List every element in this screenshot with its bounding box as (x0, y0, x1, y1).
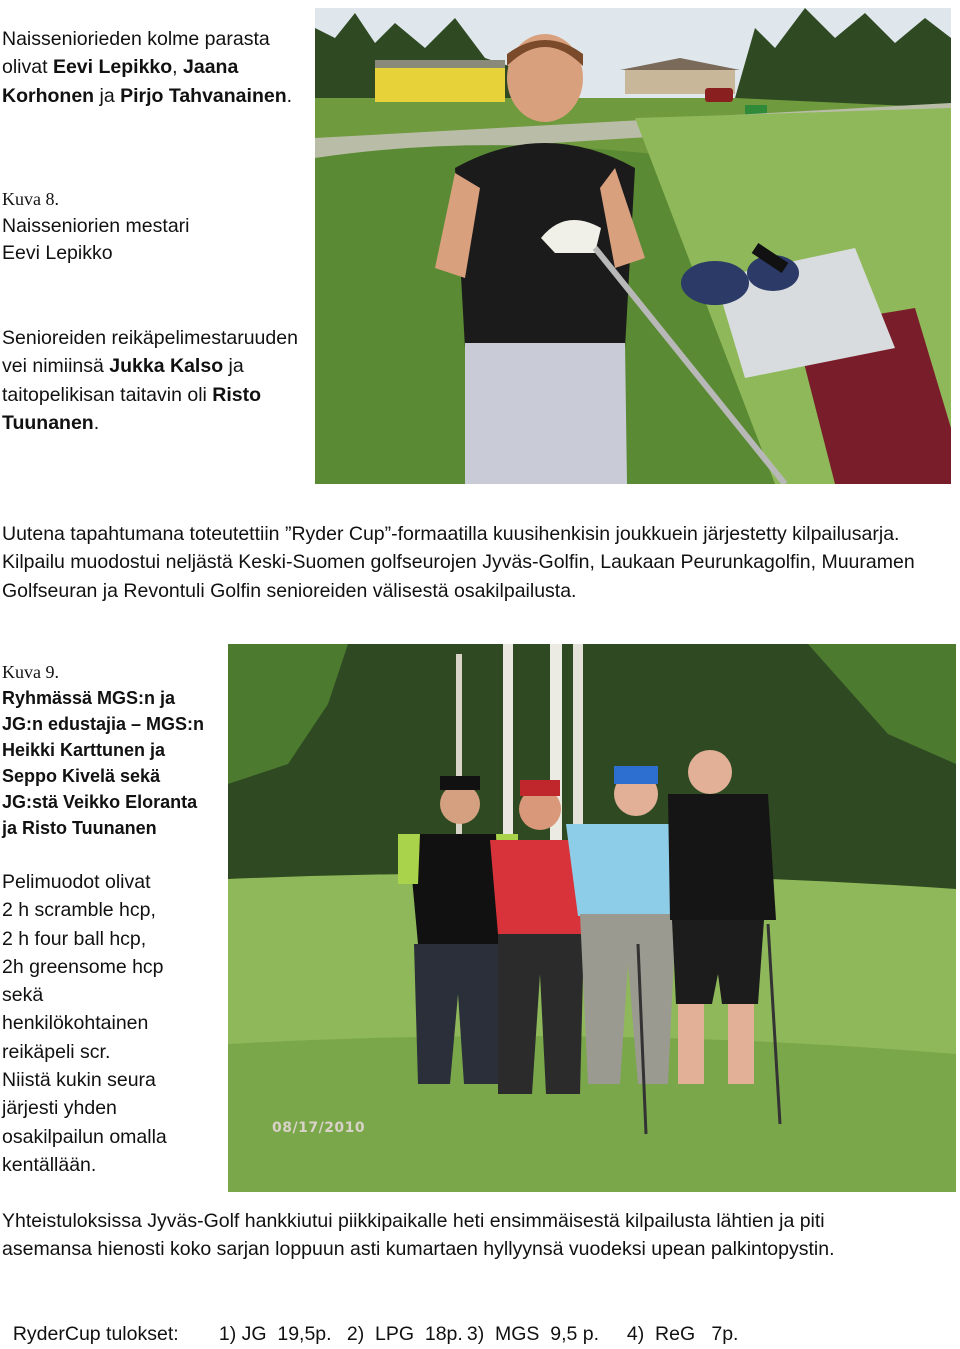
name-risto-tuunanen: Risto Tuunanen (2, 383, 262, 434)
summary-text: asemansa hienosti koko sarjan loppuun asti kumartaen hyllyynsä vuodeksi upean palkintopystin. (2, 1238, 835, 1261)
result-jg: 1) JG 19,5p. (218, 1323, 332, 1346)
format-line: sekä (2, 984, 44, 1007)
caption-lines (2, 685, 227, 841)
name-pirjo-tahvanainen: Pirjo Tahvanainen (120, 84, 287, 107)
format-line: henkilökohtainen (2, 1012, 149, 1035)
photo-woman-golfer (315, 8, 951, 484)
ryder-cup-paragraph (2, 520, 952, 605)
game-formats-paragraph (2, 868, 227, 1179)
format-line: 2 h scramble hcp, (2, 899, 156, 922)
name-jukka-kalso: Jukka Kalso (109, 355, 224, 378)
caption-line: JG:n edustajia – MGS:n (2, 714, 205, 734)
result-mgs: 3) MGS 9,5 p. (466, 1323, 600, 1346)
caption-label: Kuva 8. (2, 189, 59, 209)
intro-paragraph (2, 25, 302, 110)
caption-line: Seppo Kivelä sekä (2, 766, 161, 786)
result-lpg: 2) LPG 18p. (346, 1323, 463, 1346)
seniors-text: ja taitopelikisan taitavin oli (2, 355, 244, 406)
ryder-cup-text: Uutena tapahtumana toteutettiin ”Ryder Cup”-formaatilla kuusihenkisin joukkuein järjestetty kilpailusarja. (2, 523, 900, 545)
rydercup-results (2, 1292, 952, 1349)
caption-line: JG:stä Veikko Eloranta (2, 792, 198, 812)
caption-label: Kuva 9. (2, 662, 59, 682)
period: . (93, 411, 100, 434)
photo-golfer-group-illustration (228, 644, 956, 1192)
caption-line: ja Risto Tuunanen (2, 818, 157, 838)
caption-line: Heikki Karttunen ja (2, 740, 166, 760)
name-jaana-korhonen: Jaana Korhonen (2, 56, 239, 107)
format-line: 2h greensome hcp (2, 955, 164, 978)
result-reg: 4) ReG 7p. (626, 1323, 739, 1346)
intro-text: Naisseniorieden kolme parasta olivat (2, 28, 270, 79)
conjunction: ja (94, 84, 121, 107)
seniors-paragraph (2, 324, 302, 437)
caption-kuva-8 (2, 186, 302, 267)
results-label: RyderCup tulokset: (12, 1323, 179, 1346)
caption-kuva-9 (2, 659, 227, 841)
format-line: järjesti yhden (2, 1097, 117, 1120)
format-line: osakilpailun omalla (2, 1125, 167, 1148)
format-line: 2 h four ball hcp, (2, 927, 147, 950)
caption-line: Naisseniorien mestari (2, 215, 190, 237)
format-line: Niistä kukin seura (2, 1069, 156, 1092)
photo-datestamp: 08/17/2010 (272, 1119, 366, 1136)
caption-line: Ryhmässä MGS:n ja (2, 688, 176, 708)
period: . (286, 84, 293, 107)
photo-woman-golfer-illustration (315, 8, 951, 484)
photo-golfer-group (228, 644, 956, 1192)
name-eevi-lepikko: Eevi Lepikko (52, 56, 173, 79)
separator: , (172, 56, 184, 79)
results-summary-paragraph (2, 1207, 952, 1264)
caption-line: Eevi Lepikko (2, 242, 113, 264)
format-line: reikäpeli scr. (2, 1040, 111, 1063)
format-line: kentällään. (2, 1153, 97, 1176)
format-line: Pelimuodot olivat (2, 871, 151, 893)
summary-text: Yhteistuloksissa Jyväs-Golf hankkiutui piikkipaikalle heti ensimmäisestä kilpailusta lähtien ja piti (2, 1210, 825, 1232)
seniors-text: Senioreiden reikäpelimestaruuden vei nimiinsä (2, 327, 298, 378)
ryder-cup-text: Kilpailu muodostui neljästä Keski-Suomen golfseurojen Jyväs-Golfin, Laukaan Peurunkagolfin, Muuramen Golfseuran ja Revontuli Golfin senioreiden välisestä osakilpailusta. (2, 551, 915, 602)
